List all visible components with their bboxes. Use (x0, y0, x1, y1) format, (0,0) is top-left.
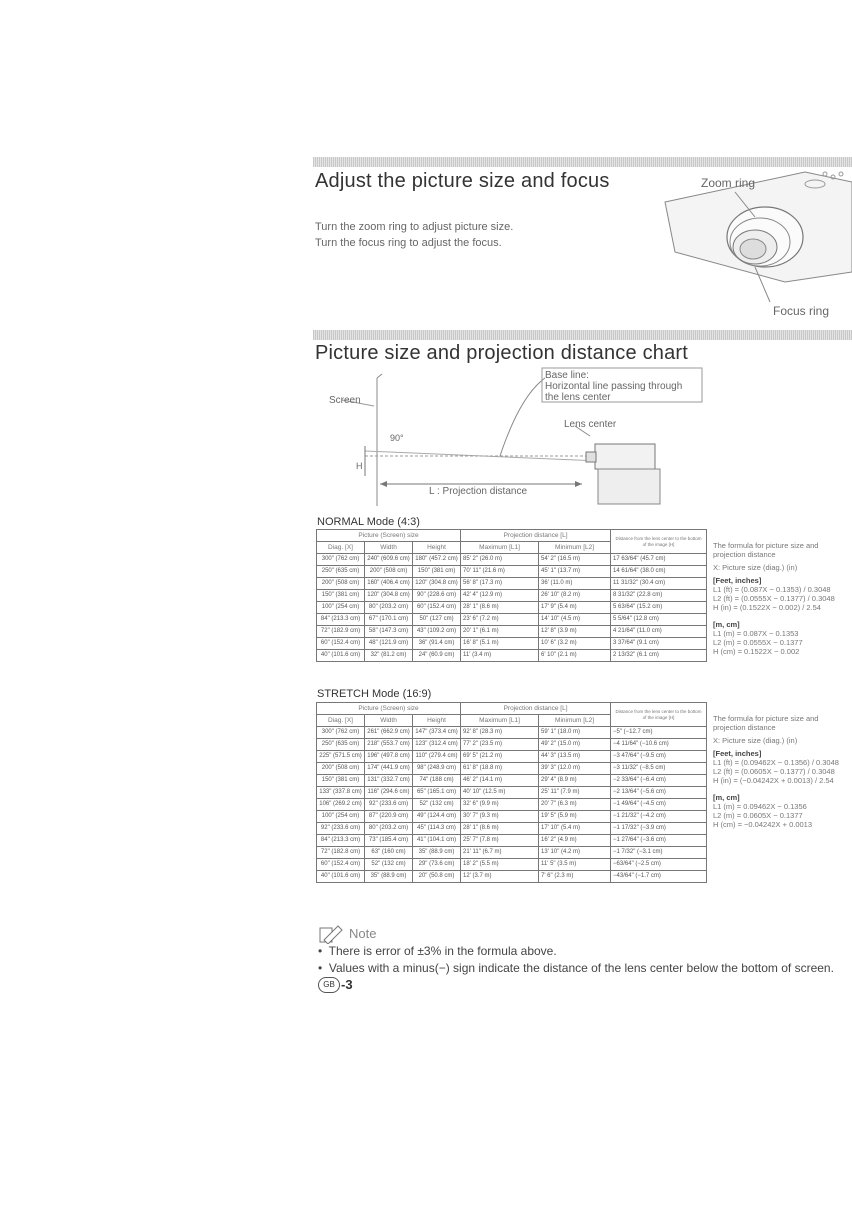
table-cell: 87" (220.9 cm) (365, 811, 413, 823)
note-item-2: • Values with a minus(−) sign indicate the distance of the lens center below the bottom of screen. (318, 961, 834, 975)
col-header-distance: Distance from the lens center to the bottom of the image [H] (611, 530, 707, 554)
formula-line: L2 (m) = 0.0605X − 0.1377 (713, 811, 803, 820)
formula-line: H (cm) = −0.04242X + 0.0013 (713, 820, 813, 829)
table-cell: 300" (762 cm) (317, 727, 365, 739)
col-header-projection: Projection distance [L] (461, 703, 611, 715)
table-cell: −2 33/64" (−6.4 cm) (611, 775, 707, 787)
table-cell: 13' 10" (4.2 m) (539, 847, 611, 859)
table-cell: 48" (121.9 cm) (365, 638, 413, 650)
formula-m-title: [m, cm] (713, 793, 740, 802)
lens-center-label: Lens center (564, 419, 617, 430)
formula-intro: The formula for picture size and (713, 541, 819, 550)
table-cell: 16' 2" (4.9 m) (539, 835, 611, 847)
table-cell: 60" (152.4 cm) (413, 602, 461, 614)
table-cell: 150" (381 cm) (317, 590, 365, 602)
table-row (317, 859, 707, 871)
table-cell: −5" (−12.7 cm) (611, 727, 707, 739)
table-cell: 90" (228.6 cm) (413, 590, 461, 602)
table-cell: 150" (381 cm) (317, 775, 365, 787)
table-cell: 35" (88.9 cm) (365, 871, 413, 883)
instruction-line-1: Turn the zoom ring to adjust picture size. (315, 221, 514, 233)
col-header-distance: Distance from the lens center to the bottom of the image [H] (611, 703, 707, 727)
formula-line: L2 (ft) = (0.0555X − 0.1377) / 0.3048 (713, 594, 835, 603)
table-cell: 29' 4" (8.9 m) (539, 775, 611, 787)
table-cell: 133" (337.8 cm) (317, 787, 365, 799)
formula-line: H (in) = (0.1522X − 0.002) / 2.54 (713, 603, 821, 612)
formula-line: L1 (ft) = (0.09462X − 0.1356) / 0.3048 (713, 758, 839, 767)
table-row (317, 602, 707, 614)
table-cell: 80" (203.2 cm) (365, 823, 413, 835)
h-label: H (356, 461, 363, 471)
table-row (317, 871, 707, 883)
section-title-focus: Adjust the picture size and focus (315, 170, 610, 192)
table-cell: 52" (132 cm) (413, 799, 461, 811)
table-cell: 200" (508 cm) (317, 763, 365, 775)
formula-line: H (in) = (−0.04242X + 0.0013) / 2.54 (713, 776, 834, 785)
table-cell: 58" (147.3 cm) (365, 626, 413, 638)
col-header-height: Height (413, 542, 461, 554)
table-cell: 250" (635 cm) (317, 739, 365, 751)
table-cell: 50" (127 cm) (413, 614, 461, 626)
table-cell: 39' 3" (12.0 m) (539, 763, 611, 775)
formula-intro: The formula for picture size and (713, 714, 819, 723)
table-cell: 28' 1" (8.6 m) (461, 602, 539, 614)
table-cell: 32' 6" (9.9 m) (461, 799, 539, 811)
formula-line: H (cm) = 0.1522X − 0.002 (713, 647, 800, 656)
table-cell: 30' 7" (9.3 m) (461, 811, 539, 823)
formula-feet-title: [Feet, inches] (713, 576, 762, 585)
base-line-label-2: Horizontal line passing through (545, 381, 683, 392)
table-cell: 49' 2" (15.0 m) (539, 739, 611, 751)
formula-feet-title: [Feet, inches] (713, 749, 762, 758)
table-cell: 14 61/64" (38.0 cm) (611, 566, 707, 578)
table-row (317, 554, 707, 566)
table-row (317, 835, 707, 847)
table-row (317, 775, 707, 787)
table-cell: 12' 8" (3.9 m) (539, 626, 611, 638)
table-cell: 5 63/64" (15.2 cm) (611, 602, 707, 614)
col-header-width: Width (365, 542, 413, 554)
table-cell: 21' 11" (6.7 m) (461, 847, 539, 859)
table-cell: 65" (165.1 cm) (413, 787, 461, 799)
table-cell: 17' 10" (5.4 m) (539, 823, 611, 835)
table-cell: 147" (373.4 cm) (413, 727, 461, 739)
table-cell: 20' 7" (6.3 m) (539, 799, 611, 811)
table-cell: 16' 8" (5.1 m) (461, 638, 539, 650)
table-cell: 72" (182.9 cm) (317, 626, 365, 638)
table-cell: 92' 8" (28.3 m) (461, 727, 539, 739)
table-cell: 20" (50.8 cm) (413, 871, 461, 883)
page-number: -3 (341, 977, 353, 992)
table-cell: 218" (553.7 cm) (365, 739, 413, 751)
table-cell: 61' 8" (18.8 m) (461, 763, 539, 775)
table-row (317, 650, 707, 662)
angle-label: 90° (390, 433, 404, 443)
table-cell: 36" (91.4 cm) (413, 638, 461, 650)
formula-line: L1 (m) = 0.087X − 0.1353 (713, 629, 799, 638)
table-cell: 17 63/64" (45.7 cm) (611, 554, 707, 566)
col-header-height: Height (413, 715, 461, 727)
table-cell: −1 7/32" (−3.1 cm) (611, 847, 707, 859)
stretch-mode-title: STRETCH Mode (16:9) (317, 688, 432, 700)
table-row (317, 614, 707, 626)
table-cell: 123" (312.4 cm) (413, 739, 461, 751)
table-cell: 200" (508 cm) (365, 566, 413, 578)
formula-line: L1 (m) = 0.09462X − 0.1356 (713, 802, 807, 811)
table-cell: −43/64" (−1.7 cm) (611, 871, 707, 883)
table-cell: 106" (269.2 cm) (317, 799, 365, 811)
table-cell: 11' 5" (3.5 m) (539, 859, 611, 871)
table-cell: −63/64" (−2.5 cm) (611, 859, 707, 871)
formula-intro: projection distance (713, 723, 776, 732)
col-header-projection: Projection distance [L] (461, 530, 611, 542)
table-cell: 92" (233.6 cm) (317, 823, 365, 835)
col-header-diag: Diag. [X] (317, 542, 365, 554)
table-row (317, 763, 707, 775)
formula-x-def: X: Picture size (diag.) (in) (713, 563, 798, 572)
table-cell: 35" (88.9 cm) (413, 847, 461, 859)
table-cell: 70' 11" (21.6 m) (461, 566, 539, 578)
table-cell: 36' (11.0 m) (539, 578, 611, 590)
section-divider (313, 330, 852, 340)
table-cell: 11' (3.4 m) (461, 650, 539, 662)
table-cell: 32" (81.2 cm) (365, 650, 413, 662)
table-cell: 3 37/64" (9.1 cm) (611, 638, 707, 650)
table-cell: −1 27/64" (−3.6 cm) (611, 835, 707, 847)
table-cell: 92" (233.6 cm) (365, 799, 413, 811)
formula-m-title: [m, cm] (713, 620, 740, 629)
table-cell: 8 31/32" (22.8 cm) (611, 590, 707, 602)
table-cell: 25' 11" (7.9 m) (539, 787, 611, 799)
table-cell: −1 49/64" (−4.5 cm) (611, 799, 707, 811)
stretch-formula-block (713, 714, 839, 829)
table-cell: 24" (60.9 cm) (413, 650, 461, 662)
table-cell: −3 47/64" (−9.5 cm) (611, 751, 707, 763)
screen-label: Screen (329, 395, 361, 406)
col-header-width: Width (365, 715, 413, 727)
normal-mode-title: NORMAL Mode (4:3) (317, 516, 420, 528)
table-cell: 12' (3.7 m) (461, 871, 539, 883)
table-cell: 120" (304.8 cm) (413, 578, 461, 590)
table-cell: 74" (188 cm) (413, 775, 461, 787)
table-cell: 77' 2" (23.5 m) (461, 739, 539, 751)
table-cell: 196" (497.8 cm) (365, 751, 413, 763)
table-row (317, 566, 707, 578)
formula-line: L2 (ft) = (0.0605X − 0.1377) / 0.3048 (713, 767, 835, 776)
focus-ring-label: Focus ring (773, 304, 830, 318)
table-cell: 18' 2" (5.5 m) (461, 859, 539, 871)
table-cell: 116" (294.6 cm) (365, 787, 413, 799)
table-cell: 131" (332.7 cm) (365, 775, 413, 787)
table-cell: 250" (635 cm) (317, 566, 365, 578)
normal-formula-block (713, 541, 835, 656)
table-cell: 225" (571.5 cm) (317, 751, 365, 763)
table-cell: 240" (609.6 cm) (365, 554, 413, 566)
table-cell: −2 13/64" (−5.6 cm) (611, 787, 707, 799)
table-row (317, 799, 707, 811)
formula-x-def: X: Picture size (diag.) (in) (713, 736, 798, 745)
table-cell: 19' 5" (5.9 m) (539, 811, 611, 823)
table-cell: −1 17/32" (−3.9 cm) (611, 823, 707, 835)
table-cell: 100" (254 cm) (317, 811, 365, 823)
table-cell: 98" (248.9 cm) (413, 763, 461, 775)
normal-mode-table (316, 529, 707, 662)
table-cell: 45' 1" (13.7 m) (539, 566, 611, 578)
table-row (317, 578, 707, 590)
col-header-picture: Picture (Screen) size (317, 703, 461, 715)
table-cell: 41" (104.1 cm) (413, 835, 461, 847)
table-cell: 200" (508 cm) (317, 578, 365, 590)
stretch-mode-table (316, 702, 707, 883)
table-cell: 5 5/64" (12.8 cm) (611, 614, 707, 626)
table-row (317, 590, 707, 602)
table-cell: 60" (152.4 cm) (317, 859, 365, 871)
table-row (317, 811, 707, 823)
col-header-picture: Picture (Screen) size (317, 530, 461, 542)
table-cell: 160" (406.4 cm) (365, 578, 413, 590)
table-cell: 56' 8" (17.3 m) (461, 578, 539, 590)
table-cell: 59' 1" (18.0 m) (539, 727, 611, 739)
table-cell: 4 21/64" (11.0 cm) (611, 626, 707, 638)
base-line-label-1: Base line: (545, 370, 589, 381)
table-cell: 7' 6" (2.3 m) (539, 871, 611, 883)
table-cell: 42' 4" (12.9 m) (461, 590, 539, 602)
instruction-line-2: Turn the focus ring to adjust the focus. (315, 237, 502, 249)
table-cell: 45" (114.3 cm) (413, 823, 461, 835)
table-row (317, 787, 707, 799)
table-cell: 73" (185.4 cm) (365, 835, 413, 847)
table-cell: 110" (279.4 cm) (413, 751, 461, 763)
formula-line: L1 (ft) = (0.087X − 0.1353) / 0.3048 (713, 585, 831, 594)
zoom-ring-label: Zoom ring (701, 176, 756, 190)
table-cell: 43" (109.2 cm) (413, 626, 461, 638)
table-row (317, 727, 707, 739)
table-cell: −1 21/32" (−4.2 cm) (611, 811, 707, 823)
table-row (317, 751, 707, 763)
table-cell: 17' 9" (5.4 m) (539, 602, 611, 614)
formula-intro: projection distance (713, 550, 776, 559)
table-cell: 67" (170.1 cm) (365, 614, 413, 626)
note-item-1: • There is error of ±3% in the formula above. (318, 944, 557, 958)
table-row (317, 626, 707, 638)
table-cell: 120" (304.8 cm) (365, 590, 413, 602)
table-cell: 40" (101.6 cm) (317, 871, 365, 883)
table-cell: 84" (213.3 cm) (317, 614, 365, 626)
table-cell: 14' 10" (4.5 m) (539, 614, 611, 626)
table-cell: 10' 6" (3.2 m) (539, 638, 611, 650)
table-cell: 23' 6" (7.2 m) (461, 614, 539, 626)
table-cell: 29" (73.6 cm) (413, 859, 461, 871)
table-cell: 84" (213.3 cm) (317, 835, 365, 847)
table-cell: 49" (124.4 cm) (413, 811, 461, 823)
table-cell: 40' 10" (12.5 m) (461, 787, 539, 799)
table-cell: 100" (254 cm) (317, 602, 365, 614)
table-cell: 72" (182.8 cm) (317, 847, 365, 859)
projection-distance-label: L : Projection distance (429, 486, 528, 497)
table-cell: 26' 10" (8.2 m) (539, 590, 611, 602)
note-text: There is error of ±3% in the formula above. (328, 944, 557, 958)
table-row (317, 739, 707, 751)
col-header-min: Minimum [L2] (539, 715, 611, 727)
table-cell: 180" (457.2 cm) (413, 554, 461, 566)
table-cell: 69' 5" (21.2 m) (461, 751, 539, 763)
table-cell: 60" (152.4 cm) (317, 638, 365, 650)
table-cell: 25' 7" (7.8 m) (461, 835, 539, 847)
base-line-label-3: the lens center (545, 392, 611, 403)
table-cell: 44' 3" (13.5 m) (539, 751, 611, 763)
table-cell: 52" (132 cm) (365, 859, 413, 871)
col-header-max: Maximum [L1] (461, 715, 539, 727)
table-cell: 2 13/32" (6.1 cm) (611, 650, 707, 662)
formula-line: L2 (m) = 0.0555X − 0.1377 (713, 638, 803, 647)
note-text: Values with a minus(−) sign indicate the distance of the lens center below the bottom of screen. (328, 961, 834, 975)
table-row (317, 638, 707, 650)
table-cell: 300" (762 cm) (317, 554, 365, 566)
table-cell: 150" (381 cm) (413, 566, 461, 578)
table-cell: −4 11/64" (−10.6 cm) (611, 739, 707, 751)
section-title-chart: Picture size and projection distance chart (315, 342, 689, 364)
table-cell: 85' 2" (26.0 m) (461, 554, 539, 566)
table-cell: 40" (101.6 cm) (317, 650, 365, 662)
table-row (317, 847, 707, 859)
table-cell: 54' 2" (16.5 m) (539, 554, 611, 566)
col-header-diag: Diag. [X] (317, 715, 365, 727)
table-cell: 63" (160 cm) (365, 847, 413, 859)
table-cell: 20' 1" (6.1 m) (461, 626, 539, 638)
table-cell: −3 11/32" (−8.5 cm) (611, 763, 707, 775)
table-cell: 28' 1" (8.6 m) (461, 823, 539, 835)
table-cell: 80" (203.2 cm) (365, 602, 413, 614)
col-header-min: Minimum [L2] (539, 542, 611, 554)
table-cell: 6' 10" (2.1 m) (539, 650, 611, 662)
table-row (317, 823, 707, 835)
note-title: Note (349, 926, 377, 941)
table-cell: 174" (441.9 cm) (365, 763, 413, 775)
note-pencil-icon (318, 924, 344, 944)
table-cell: 261" (662.9 cm) (365, 727, 413, 739)
col-header-max: Maximum [L1] (461, 542, 539, 554)
table-cell: 11 31/32" (30.4 cm) (611, 578, 707, 590)
table-cell: 46' 2" (14.1 m) (461, 775, 539, 787)
language-badge: GB (318, 977, 340, 993)
